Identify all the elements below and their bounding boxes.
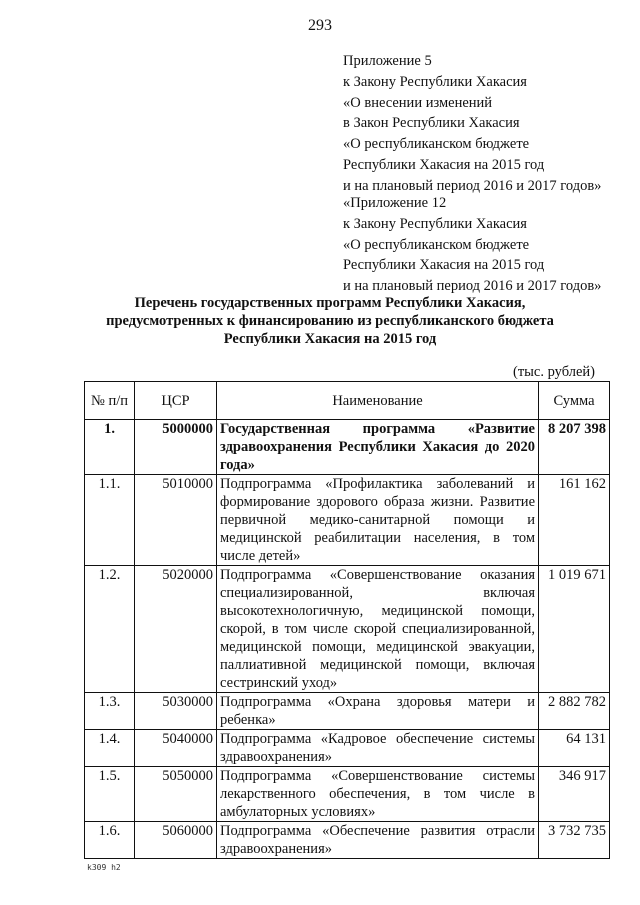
title-line: Республики Хакасия на 2015 год [223, 331, 437, 347]
row-sum: 3 732 735 [539, 822, 610, 859]
table-row [85, 693, 610, 730]
appendix-line: «О республиканском бюджете [343, 236, 530, 253]
title-line: предусмотренных к финансированию из республиканского бюджета [106, 313, 554, 329]
row-num: 1.3. [85, 693, 135, 730]
header-sum: Сумма [539, 382, 610, 420]
row-name: Подпрограмма «Обеспечение развития отрасли здравоохранения» [217, 822, 539, 859]
row-sum: 64 131 [539, 730, 610, 767]
row-name: Государственная программа «Развитие здравоохранения Республики Хакасия до 2020 года» [217, 420, 539, 475]
title-line: Перечень государственных программ Республики Хакасия, [134, 295, 526, 311]
table-row [85, 822, 610, 859]
row-name: Подпрограмма «Профилактика заболеваний и формирование здорового образа жизни. Развитие первичной медико-санитарной помощи и медицинской реабилитации населения, в том числе детей» [217, 475, 539, 566]
document-title [60, 294, 600, 348]
footer-code: k309 h2 [87, 863, 121, 872]
row-name: Подпрограмма «Охрана здоровья матери и ребенка» [217, 693, 539, 730]
row-name: Подпрограмма «Совершенствование оказания специализированной, включая высокотехнологичную, медицинской помощи, скорой, в том числе скорой специализированной, медицинской помощи, медицинской эвакуации, паллиативной медицинской помощи, включая сестринский уход» [217, 566, 539, 693]
header-name: Наименование [217, 382, 539, 420]
row-sum: 161 162 [539, 475, 610, 566]
appendix-heading-current [343, 51, 601, 197]
row-name: Подпрограмма «Совершенствование системы лекарственного обеспечения, в том числе в амбулаторных условиях» [217, 767, 539, 822]
row-sum: 1 019 671 [539, 566, 610, 693]
appendix-line: к Закону Республики Хакасия [343, 73, 527, 90]
row-sum: 2 882 782 [539, 693, 610, 730]
row-code: 5050000 [135, 767, 217, 822]
row-sum: 8 207 398 [539, 420, 610, 475]
header-code: ЦСР [135, 382, 217, 420]
row-code: 5030000 [135, 693, 217, 730]
appendix-line: Республики Хакасия на 2015 год [343, 257, 545, 274]
table-row [85, 767, 610, 822]
appendix-line: и на плановый период 2016 и 2017 годов» [343, 278, 602, 295]
appendix-line: Приложение 5 [343, 53, 432, 69]
table-row [85, 475, 610, 566]
unit-note: (тыс. рублей) [513, 364, 595, 380]
appendix-line: «Приложение 12 [343, 195, 447, 211]
row-name: Подпрограмма «Кадровое обеспечение системы здравоохранения» [217, 730, 539, 767]
row-num: 1.6. [85, 822, 135, 859]
appendix-line: «О республиканском бюджете [343, 136, 530, 153]
page-number: 293 [308, 17, 332, 34]
appendix-line: в Закон Республики Хакасия [343, 115, 520, 132]
row-num: 1.4. [85, 730, 135, 767]
row-code: 5040000 [135, 730, 217, 767]
row-num: 1. [85, 420, 135, 475]
table-body [85, 420, 610, 859]
appendix-line: к Закону Республики Хакасия [343, 215, 527, 232]
header-num: № п/п [85, 382, 135, 420]
appendix-line: Республики Хакасия на 2015 год [343, 156, 545, 173]
row-code: 5020000 [135, 566, 217, 693]
appendix-line: и на плановый период 2016 и 2017 годов» [343, 177, 602, 194]
row-num: 1.2. [85, 566, 135, 693]
table-row [85, 566, 610, 693]
appendix-heading-original [343, 193, 601, 297]
row-code: 5010000 [135, 475, 217, 566]
row-num: 1.1. [85, 475, 135, 566]
row-code: 5000000 [135, 420, 217, 475]
row-sum: 346 917 [539, 767, 610, 822]
row-code: 5060000 [135, 822, 217, 859]
row-num: 1.5. [85, 767, 135, 822]
table-header-row [85, 382, 610, 420]
programs-table [84, 381, 610, 859]
appendix-line: «О внесении изменений [343, 94, 493, 111]
table-row [85, 420, 610, 475]
table-row [85, 730, 610, 767]
